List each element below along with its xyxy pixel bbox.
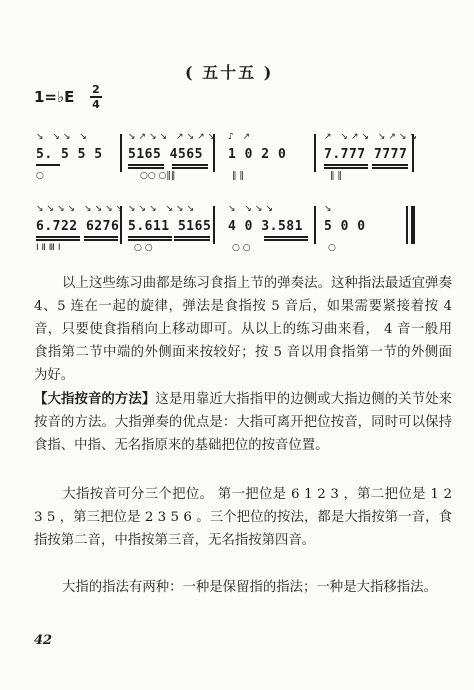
fingering-mark: ‖ ‖ xyxy=(232,171,244,181)
measure: 4 0 3.581 xyxy=(228,219,303,234)
piece-title: ( 五十五 ) xyxy=(185,63,274,82)
key-signature: 1=♭E xyxy=(34,88,75,106)
fingering-mark: ○○ ○‖‖ xyxy=(140,171,176,181)
measure: 5. 5 5 5 xyxy=(36,147,103,162)
final-barline-thin xyxy=(406,206,408,244)
final-barline-thick xyxy=(411,206,415,244)
ornament: ↘ ↘↘↘ xyxy=(228,204,277,214)
page-number: 42 xyxy=(34,633,53,648)
ornament: ↘ ↘↘ ↘ xyxy=(36,132,90,142)
meter-top: 2 xyxy=(92,83,100,96)
fingering-mark: ○ ○ xyxy=(232,243,251,253)
score-line-1 xyxy=(0,126,474,186)
ornament: ↘↘↘↘ ↘↘↘↘ xyxy=(36,204,127,214)
measure: 1 0 2 0 xyxy=(228,147,287,162)
measure: 5 0 0 xyxy=(324,219,366,234)
paragraph-3-text: 大指按音可分三个把位。 第一把位是 6 1 2 3 ，第二把位是 1 2 3 5 ，第三把位是 2 3 5 6 。三个把位的按法，都是大指按第一音，食指按第二音，中指按第三音，无名指按第四音。 xyxy=(34,487,452,548)
paragraph-1 xyxy=(34,272,452,387)
fingering-mark: ○ ○ xyxy=(134,243,153,253)
ornament: ↘↘↘ ↘↘↘ xyxy=(128,204,198,214)
ornament: ↗ ↘↗↘ ↘↗↘↘ xyxy=(324,132,421,142)
fingering-mark: ○ xyxy=(328,243,336,253)
measure: 5.611 5165 xyxy=(128,219,212,234)
paragraph-4 xyxy=(34,576,452,599)
section-heading: 【大指按音的方法】 xyxy=(34,391,156,407)
paragraph-4-text: 大指的指法有两种：一种是保留指的指法；一种是大指移指法。 xyxy=(62,580,437,595)
meter-bottom: 4 xyxy=(92,98,100,111)
measure: 7.777 7777 xyxy=(324,147,408,162)
time-signature xyxy=(90,84,102,110)
fingering-mark: ‖ ‖ xyxy=(330,171,342,181)
measure: 6.722 6276 xyxy=(36,219,120,234)
ornament: ↘↗↘↘ ↗↘↗↘ xyxy=(128,132,219,142)
measure: 5165 4565 xyxy=(128,147,203,162)
paragraph-3 xyxy=(34,483,452,552)
barline xyxy=(120,134,122,172)
barline xyxy=(213,206,215,244)
paragraph-2 xyxy=(34,388,452,457)
paragraph-1-text: 以上这些练习曲都是练习食指上节的弹奏法。这种指法最适宜弹奏 4、5 连在一起的旋律，弹法是食指按 5 音后，如果需要紧接着按 4 音，只要使食指稍向上移动即可。从以上的练习曲来看， 4 音一般用食指第二节中端的外侧面来按较好；按 5 音以用食指第一节的外侧面为好。 xyxy=(34,276,452,383)
paragraph-2-text: 这是用靠近大指指甲的边侧或大指边侧的关节处来按音的方法。大指弹奏的优点是：大指可离开把位按音，同时可以保持食指、中指、无名指原来的基础把位的按音位置。 xyxy=(34,392,453,453)
barline xyxy=(314,134,316,172)
ornament: ♪ ↗ xyxy=(228,132,254,142)
fingering-mark: ○ xyxy=(36,171,44,181)
ornament: ↘ xyxy=(324,204,335,214)
barline xyxy=(314,206,316,244)
score-line-2 xyxy=(0,198,474,258)
fingering-mark: Ⅰ Ⅱ Ⅲ Ⅰ xyxy=(36,243,61,253)
